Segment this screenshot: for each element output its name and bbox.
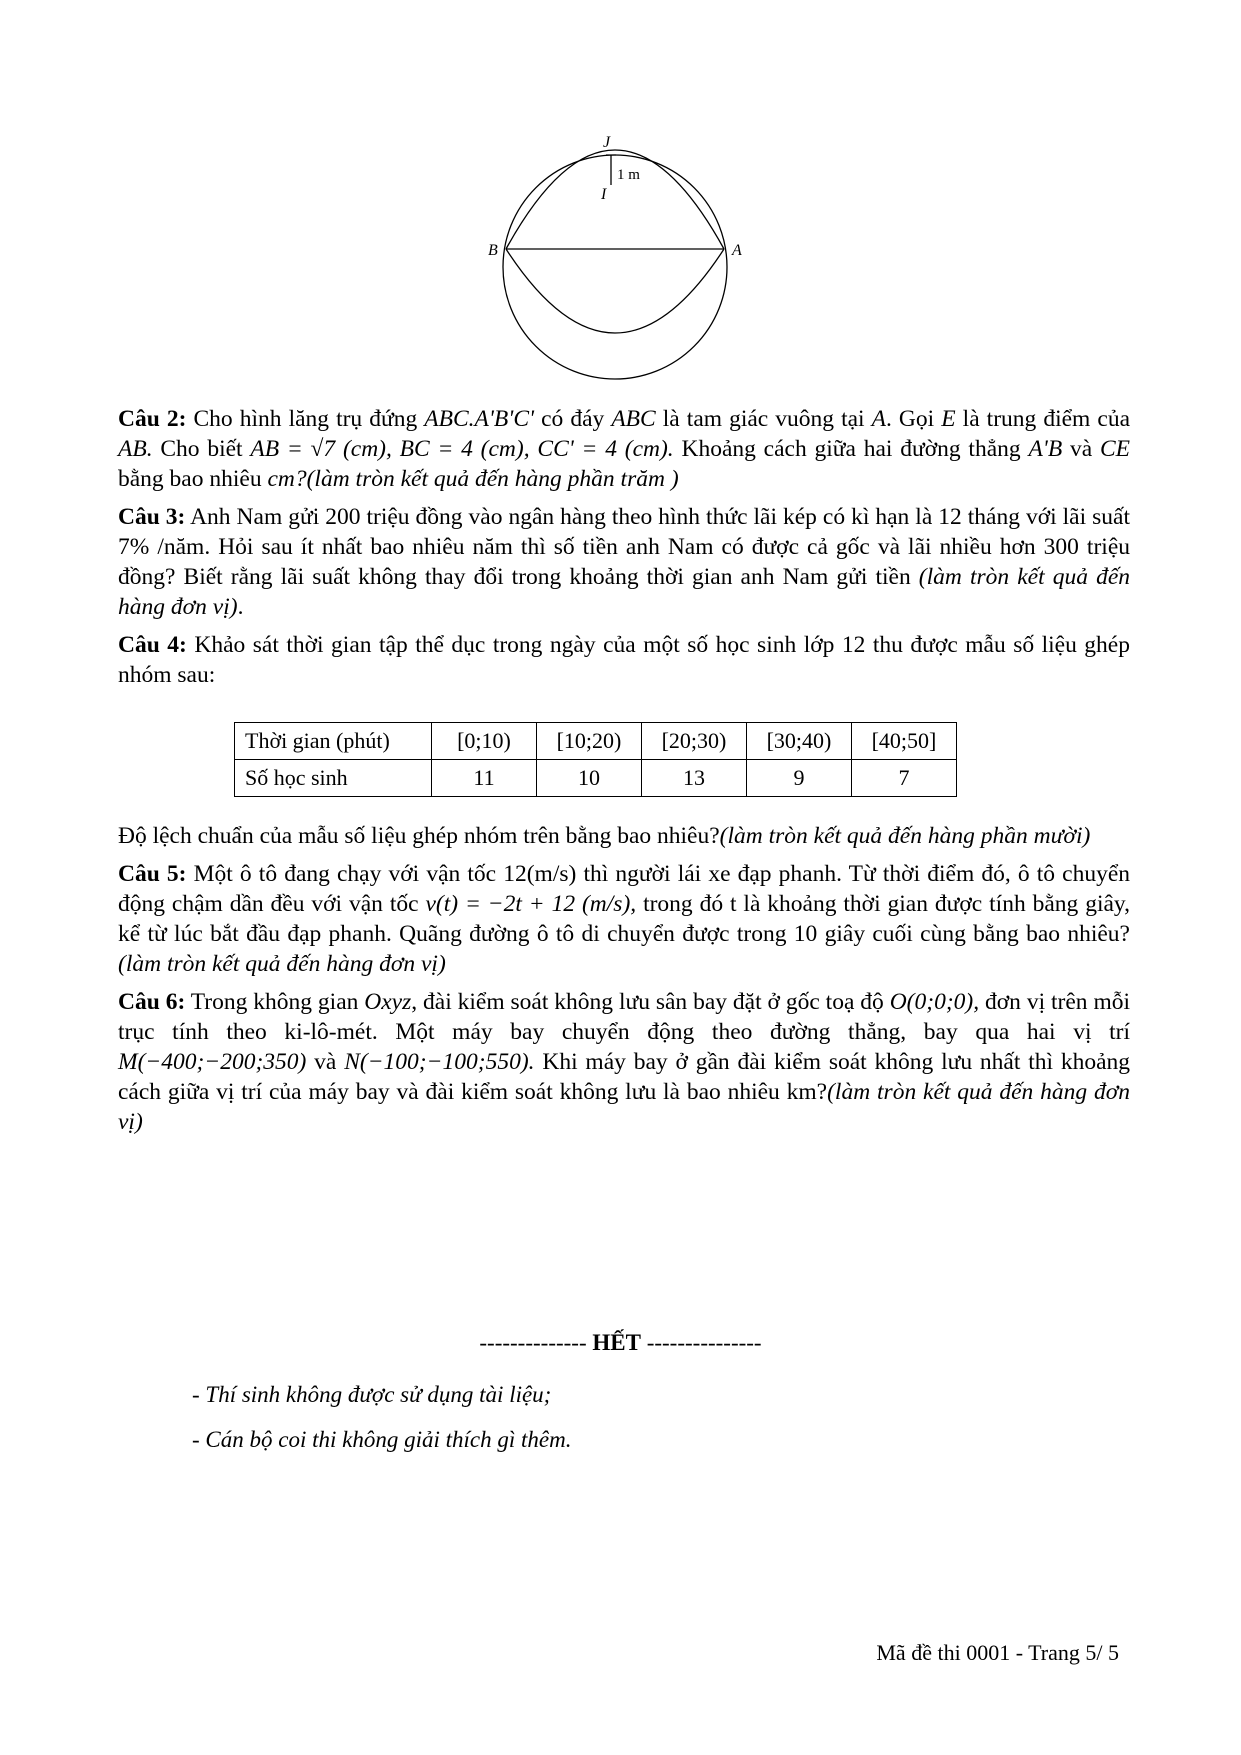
table-cell: [0;10) [432,723,537,760]
page-footer: Mã đề thi 0001 - Trang 5/ 5 [876,1640,1119,1665]
table-header-students: Số học sinh [235,760,432,797]
question-4-title: Câu 4: [118,632,187,658]
table-cell: [30;40) [747,723,852,760]
label-j: J [603,134,611,151]
end-text: HẾT [592,1330,641,1355]
question-6-title: Câu 6: [118,989,186,1015]
question-2: Câu 2: Cho hình lăng trụ đứng ABC.A'B'C' có đáy ABC là tam giác vuông tại A. Gọi E là trung điểm của AB. Cho biết AB = √7 (cm), BC = 4 (cm), CC' = 4 (cm). Khoảng cách giữa hai đường thẳng A'B và CE bằng bao nhiêu cm?(làm tròn kết quả đến hàng phần trăm ) [118,406,1131,492]
table-cell: [20;30) [642,723,747,760]
circle-diagram [470,125,770,415]
question-5-note: (làm tròn kết quả đến hàng đơn vị) [118,951,446,977]
table-row [235,760,957,797]
question-2-note: ?(làm tròn kết quả đến hàng phần trăm ) [294,466,679,492]
end-marker: -------------- HẾT --------------- [479,1330,762,1355]
exam-content [118,404,1130,1145]
upper-arc [506,150,724,249]
table-row [235,723,957,760]
label-i: I [601,186,607,203]
question-4-followup: Độ lệch chuẩn của mẫu số liệu ghép nhóm trên bằng bao nhiêu?(làm tròn kết quả đến hàng phần mười) [118,823,1091,849]
question-6: Câu 6: Trong không gian Oxyz, đài kiểm soát không lưu sân bay đặt ở gốc toạ độ O(0;0;0), đơn vị trên mỗi trục tính theo ki-lô-mét. Một máy bay chuyển động theo đường thẳng, bay qua hai vị trí M(−400;−200;350) và N(−100;−100;550). Khi máy bay ở gần đài kiểm soát không lưu nhất thì khoảng cách giữa vị trí của máy bay và đài kiểm soát không lưu là bao nhiêu km?(làm tròn kết quả đến hàng đơn vị) [118,989,1131,1135]
question-3-title: Câu 3: [118,504,186,530]
table-header-time: Thời gian (phút) [235,723,432,760]
table-cell: 10 [537,760,642,797]
question-3: Câu 3: Anh Nam gửi 200 triệu đồng vào ngân hàng theo hình thức lãi kép có kì hạn là 12 tháng với lãi suất 7% /năm. Hỏi sau ít nhất bao nhiêu năm thì số tiền anh Nam có được cả gốc và lãi nhiều hơn 300 triệu đồng? Biết rằng lãi suất không thay đổi trong khoảng thời gian anh Nam gửi tiền (làm tròn kết quả đến hàng đơn vị). [118,504,1130,620]
question-2-title: Câu 2: [118,406,187,432]
exam-notes [192,1372,571,1462]
question-4-note: (làm tròn kết quả đến hàng phần mười) [719,823,1091,849]
question-5-title: Câu 5: [118,861,187,887]
lower-arc [506,249,724,333]
unit-label: 1 m [617,167,640,183]
table-cell: 9 [747,760,852,797]
table-cell: 11 [432,760,537,797]
table-cell: 7 [852,760,957,797]
circle-figure [470,125,770,415]
label-a: A [732,242,742,259]
grouped-data-table [234,722,957,797]
label-b: B [488,242,498,259]
table-cell: [10;20) [537,723,642,760]
question-6-note: (làm tròn kết quả đến hàng đơn vị) [118,1079,1130,1135]
question-3-note: (làm tròn kết quả đến hàng đơn vị) [118,564,1130,620]
outer-circle [503,155,727,379]
table-cell: [40;50] [852,723,957,760]
question-5: Câu 5: Một ô tô đang chạy với vận tốc 12(m/s) thì người lái xe đạp phanh. Từ thời điểm đó, ô tô chuyển động chậm dần đều với vận tốc v(t) = −2t + 12 (m/s), trong đó t là khoảng thời gian được tính bằng giây, kể từ lúc bắt đầu đạp phanh. Quãng đường ô tô di chuyển được trong 10 giây cuối cùng bằng bao nhiêu?(làm tròn kết quả đến hàng đơn vị) [118,861,1131,977]
note-item: - Cán bộ coi thi không giải thích gì thêm. [192,1427,572,1452]
question-4: Câu 4: Khảo sát thời gian tập thể dục trong ngày của một số học sinh lớp 12 thu được mẫu số liệu ghép nhóm sau: [118,632,1130,688]
table-cell: 13 [642,760,747,797]
note-item: - Thí sinh không được sử dụng tài liệu; [192,1382,552,1407]
